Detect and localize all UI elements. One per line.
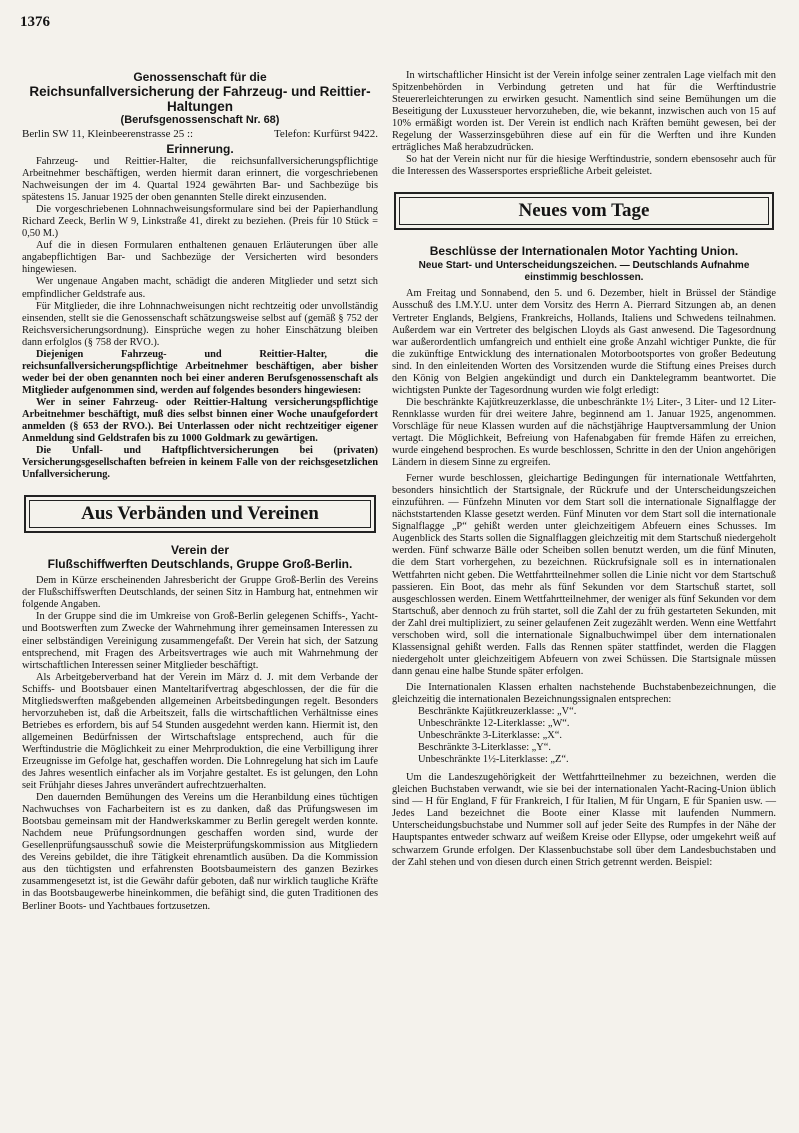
paragraph: Auf die in diesen Formularen enthaltenen genauen Erläuterungen über alle angabepflichtigen Bar- und Sachbezüge der Versicherten wird besonders hingewiesen. <box>22 240 378 276</box>
section-box <box>24 495 376 533</box>
class-list <box>392 706 776 766</box>
paragraph: Den dauernden Bemühungen des Vereins um die Heranbildung eines tüchtigen Nachwuchses von Facharbeitern ist es zu danken, daß das Prüfungswesen im Bootsbau gemeinsam mit der Handwerkskammer zu Berlin geregelt werden konnte. Nachdem neue Prüfungsordnungen geschaffen worden sind, wurde der Gesellenprüfungsausschuß sowie die Meisterprüfungskommission aus Mitgliedern des Vereins gebildet, die ihre Tätigkeit ehrenamtlich ausüben. Da die Kommission aus den tüchtigsten und erfahrensten Bootsbaumeistern des ganzen Bezirkes zusammengesetzt ist, ist die Gewähr dafür geboten, daß nur wirklich taugliche Kräfte in das Bootsbaugewerbe hineinkommen, die befähigt sind, die guten Traditionen des Berliner Boots- und Yachtbaues fortzusetzen. <box>22 792 378 912</box>
paragraph: In der Gruppe sind die im Umkreise von Groß-Berlin gelegenen Schiffs-, Yacht- und Bootswerften zum Zwecke der Wahrnehmung ihrer gemeinsamen Interessen zu einer selbständigen Vereinigung zusammengefaßt. Der Verein hat sich, der Satzung entsprechend, mit Fragen des Arbeitsvertrages wie auch mit Wahrnehmung der wirtschaftlichen Interessen seiner Mitglieder beschäftigt. <box>22 611 378 671</box>
article-title-line1: Verein der <box>170 543 230 558</box>
article-title-line2: Flußschiffwerften Deutschlands, Gruppe Groß-Berlin. <box>47 557 353 572</box>
bold-paragraph: Die Unfall- und Haftpflichtversicherungen bei (privaten) Versicherungsgesellschaften befreien in keinem Falle von der reichsgesetzlichen Unfallversicherung. <box>22 445 378 481</box>
paragraph: Am Freitag und Sonnabend, den 5. und 6. Dezember, hielt in Brüssel der Ständige Ausschuß des I.M.Y.U. unter dem Vorsitz des Herrn A. Pierrard Sitzungen ab, an denen Vertreter Englands, Belgiens, Frankreichs, Hollands, Italiens und Schwedens teilnahmen. Außerdem war ein Vertreter des belgischen Lloyds als Gast anwesend. Die Tagesordnung war außerordentlich umfangreich und enthielt eine große Anzahl wichtiger Punkte, die für die zukünftige Entwicklung des internationalen Motorbootsportes von großer Bedeutung sind. In den einleitenden Worten des Vorsitzenden wurde die Stiftung eines Preises durch den König von Belgien angekündigt und durch ein Danktelegramm beantwortet. Die wichtigsten Punkte der Tagesordnung wurden wie folgt erledigt: <box>392 288 776 396</box>
section-box <box>394 192 774 230</box>
address: Berlin SW 11, Kleinbeerenstrasse 25 :: <box>22 128 194 140</box>
section-subtitle: (Berufsgenossenschaft Nr. 68) <box>120 114 280 126</box>
paragraph: Dem in Kürze erscheinenden Jahresbericht der Gruppe Groß-Berlin des Vereins der Flußschiffswerften Deutschlands, der seinen Sitz in Hamburg hat, entnehmen wir folgende Angaben. <box>22 575 378 611</box>
article-subtitle: Neue Start- und Unterscheidungszeichen. — Deutschlands Aufnahme einstimmig beschlossen. <box>418 260 750 284</box>
right-column <box>392 70 776 869</box>
left-column <box>22 70 378 913</box>
bold-paragraph: Wer in seiner Fahrzeug- oder Reittier-Haltung versicherungspflichtige Arbeitnehmer beschäftigt, muß dies selbst binnen einer Woche unaufgefordert anmelden (§ 653 der RVO.). Bei Unterlassen oder nicht rechtzeitiger eigener Anmeldung sind Geldstrafen bis zu 1000 Goldmark zu gewärtigen. <box>22 396 378 445</box>
paragraph: Als Arbeitgeberverband hat der Verein im März d. J. mit dem Verbande der Schiffs- und Bootsbauer einen Manteltarifvertrag abgeschlossen, der die für die Mitgliedswerften maßgebenden allgemeinen Arbeitsbedingungen regelt. Besonders hervorzuheben ist, daß die Arbeitszeit, falls die wirtschaftlichen Verhältnisse eines Betriebes es erfordern, bis auf 54 Stunden ausgedehnt werden kann. Hiermit ist, den allgemeinen Bedürfnissen der Wirtschaftslage entsprechend, auch für die Werftindustrie die Möglichkeit zu einer Mehrproduktion, die eine Verbilligung ihrer Erzeugnisse im Gefolge hat, geschaffen worden. Die Lohnregelung hat sich im Laufe des Jahres wesentlich einfacher als im Vorjahre gestaltet. Es ist gelungen, den Lohn seit Frühjahr dieses Jahres unverändert aufrechtzuerhalten. <box>22 671 378 792</box>
contact-line <box>22 128 378 141</box>
article-title: Beschlüsse der Internationalen Motor Yachting Union. <box>429 244 739 259</box>
paragraph: Fahrzeug- und Reittier-Halter, die reichsunfallversicherungspflichtige Arbeitnehmer beschäftigen, werden hiermit daran erinnert, die vorgeschriebenen Nachweisungen der im 4. Quartal 1924 gewährten Bar- und Sachbezüge bis spätestens 15. Januar 1925 der oben genannten Stelle direkt einzusenden. <box>22 156 378 204</box>
class-item: Unbeschränkte 3-Literklasse: „X“. <box>418 730 562 742</box>
paragraph: Wer ungenaue Angaben macht, schädigt die anderen Mitglieder und setzt sich empfindlicher Geldstrafe aus. <box>22 276 378 300</box>
paragraph: Die beschränkte Kajütkreuzerklasse, die unbeschränkte 1½ Liter-, 3 Liter- und 12 Liter-Rennklasse wurden für drei weitere Jahre, beginnend am 1. Januar 1925, angenommen. Vorschläge für neue Klassen wurden auf die nächstjährige Hauptversammlung der Union vertagt. Die Möglichkeit, Befreiung von Hafenabgaben für fremde Häfen zu erreichen, wurde eingehend besprochen. Es wurde beschlossen, Schritte in den der Union angehörigen Ländern in diesem Sinne zu ergreifen. <box>392 396 776 469</box>
paragraph: Um die Landeszugehörigkeit der Wettfahrtteilnehmer zu bezeichnen, werden die gleichen Buchstaben verwandt, wie sie bei der internationalen Yacht-Racing-Union üblich sind — H für England, F für Frankreich, I für Italien, M für Ungarn, E für Spanien usw. — Jedes Land bezeichnet die Boote einer Klasse mit laufenden Nummern. Unterscheidungsbuchstabe und Nummer soll auf jeder Seite des Rumpfes in der Nähe der Hauptspantes entweder schwarz auf weißem Kreise oder Ellypse, oder umgekehrt weiß auf schwarzem Grunde erfolgen. Der Klassenbuchstabe soll über dem Landesbuchstaben und der Zahl stehen und von diesen durch einen Strich getrennt werden. Beispiel: <box>392 772 776 868</box>
paragraph: Für Mitglieder, die ihre Lohnnachweisungen nicht rechtzeitig oder unvollständig einsenden, stellt sie die Genossenschaft schätzungsweise selbst auf (gemäß § 752 der Reichsversicherungsordnung). Einsprüche wegen zu hoher Einschätzung bleiben dann erfolglos (§ 758 der RVO.). <box>22 300 378 348</box>
section-title-line1: Genossenschaft für die <box>133 70 267 84</box>
page-number: 1376 <box>20 14 50 30</box>
paragraph: So hat der Verein nicht nur für die hiesige Werftindustrie, sondern ebensosehr auch für die Interessen des Wassersportes ersprießliche Arbeit geleistet. <box>392 154 776 178</box>
class-item: Beschränkte Kajütkreuzerklasse: „V“. <box>418 706 577 718</box>
class-item: Unbeschränkte 1½-Literklasse: „Z“. <box>418 754 569 766</box>
paragraph: In wirtschaftlicher Hinsicht ist der Verein infolge seiner zentralen Lage vielfach mit den Spitzenbehörden in Verbindung getreten und hat für die Werftindustrie Steuererleichterungen zu erwirken gesucht. Namentlich sind seine Bemühungen um die Beseitigung der Luxussteuer hervorzuheben, die, wie bekannt, inzwischen auch von 15 auf 10% ermäßigt worden ist. Der Verein ist endlich nach Kräften bemüht gewesen, bei der Regelung der Wasserzinsgebühren diese auf ein für die Werften und ihre Kunden erträgliches Maß herabzudrücken. <box>392 70 776 154</box>
paragraph: Die vorgeschriebenen Lohnnachweisungsformulare sind bei der Papierhandlung Richard Zeeck, Berlin W 9, Linkstraße 41, direkt zu beziehen. (Preis für 10 Stück = 0,50 M.) <box>22 204 378 240</box>
section-title-line2: Reichsunfallversicherung der Fahrzeug- und Reittier-Haltungen <box>29 84 371 114</box>
paragraph: Die Internationalen Klassen erhalten nachstehende Buchstabenbezeichnungen, die gleichzeitig die internationalen Bezeichnungssignalen entsprechen: <box>392 681 776 705</box>
section-box-title: Aus Verbänden und Vereinen <box>29 500 371 528</box>
paragraph: Ferner wurde beschlossen, gleichartige Bedingungen für internationale Wettfahrten, besonders hinsichtlich der Startsignale, der Rückrufe und der Unterscheidungszeichen einzuführen. — Fünfzehn Minuten vor dem Start soll die internationale Signalflagge der nächststartenden Klasse gesetzt werden. Fünf Minuten vor dem Start soll die internationale Signalflagge „P“ gehißt werden unter gleichzeitigem Abfeuern eines Schusses. Im Augenblick des Starts sollen die Signalflaggen gleichzeitig mit dem Startschuß niedergeholt werden. Fünf schwarze Bälle oder Scheiben sollen benutzt werden, um die fünf Minuten, die dem Start vorhergehen, zu bezeichnen. Rückrufsignale soll es in internationalen Wettfahrten nicht geben. Die Wettfahrtteilnehmer sollen die Linie nicht vor dem Startschuß passieren. Ein Boot, das mehr als fünf Sekunden vor dem Startschuß startet, soll ausgeschlossen werden. Einem Wettfahrtteilnehmer, der weniger als fünf Sekunden vor dem Startschuß, aber dennoch zu früh startet, soll die Zahl der zu früh gestarteten Sekunden, mit der Zahl drei multipliziert, zu seiner gelaufenen Zeit zugezählt werden. Wenn eine Wettfahrt verschoben wird, soll die internationale Signalbuchwimpel über dem internationalen Klassensignal gehißt werden. Falls das Rennen später stattfindet, werden die Flaggen niedergeholt unter gleichzeitigem Abfeuern von zwei Schüssen. Die Startsignale müssen dann genau eine halbe Stunde später erfolgen. <box>392 473 776 677</box>
phone: Telefon: Kurfürst 9422. <box>273 128 378 140</box>
bold-paragraph: Diejenigen Fahrzeug- und Reittier-Halter, die reichsunfallversicherungspflichtige Arbeitnehmer beschäftigen, aber bisher weder bei der oben genannten noch bei einer anderen Berufsgenossenschaft als Mitglieder aufgenommen sind, werden auf folgendes besonders hingewiesen: <box>22 348 378 396</box>
reminder-heading: Erinnerung. <box>166 142 234 156</box>
class-item: Beschränkte 3-Literklasse: „Y“. <box>418 742 552 754</box>
class-item: Unbeschränkte 12-Literklasse: „W“. <box>418 718 570 730</box>
section-box-title: Neues vom Tage <box>399 197 769 225</box>
